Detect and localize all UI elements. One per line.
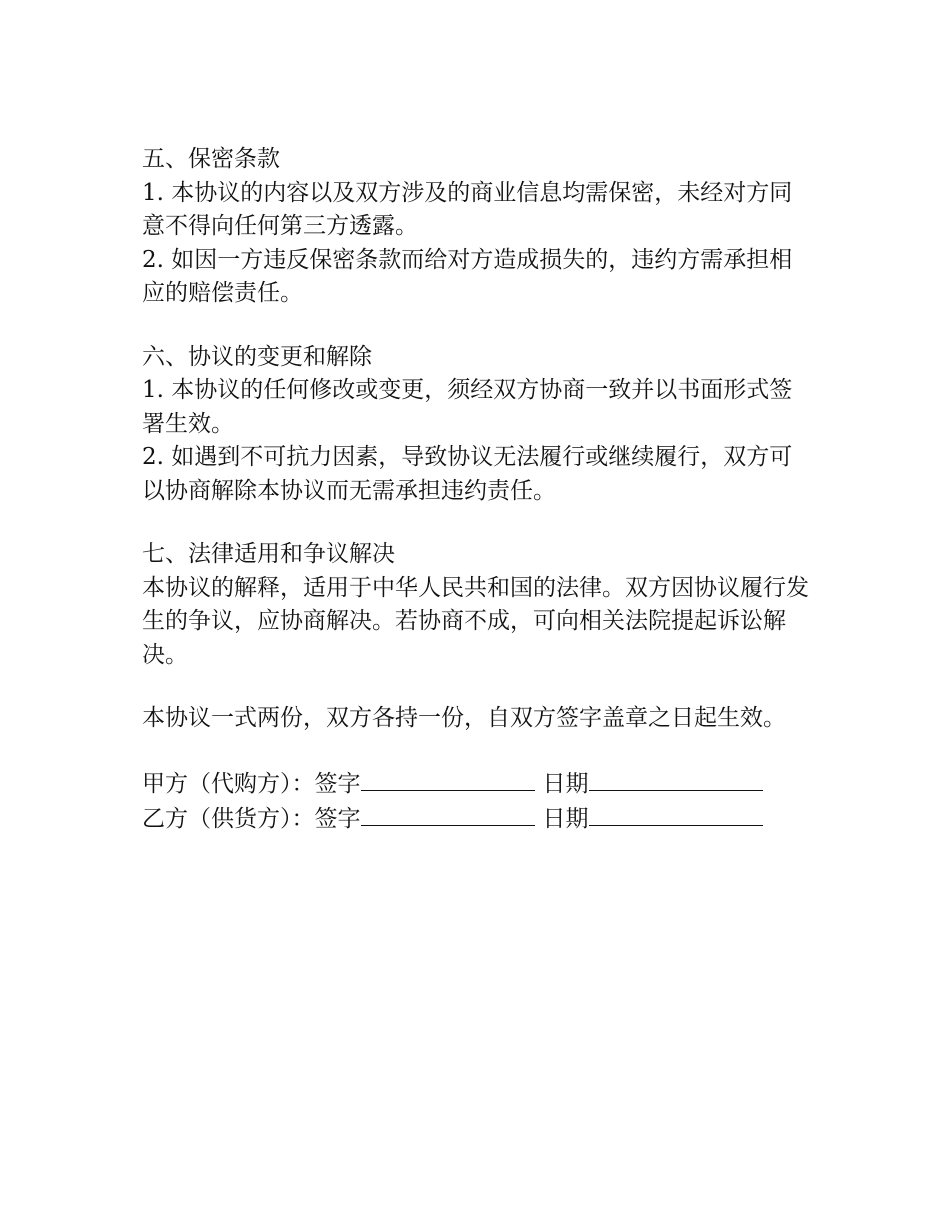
sign-blank[interactable]	[361, 801, 535, 826]
sign-blank[interactable]	[361, 766, 535, 791]
closing-paragraph: 本协议一式两份，双方各持一份，自双方签字盖章之日起生效。	[142, 705, 786, 731]
signature-block	[142, 766, 814, 837]
party-label: 甲方（代购方）：	[142, 770, 315, 797]
date-label: 日期	[542, 806, 589, 832]
section-confidentiality	[142, 143, 814, 311]
sign-label: 签字	[314, 806, 361, 832]
date-blank[interactable]	[589, 766, 763, 791]
date-blank[interactable]	[589, 801, 763, 826]
clause-paragraph: 1. 本协议的内容以及双方涉及的商业信息均需保密，未经对方同意不得向任何第三方透露。	[142, 179, 793, 239]
document-page	[142, 143, 814, 837]
section-amendment-termination	[142, 341, 814, 509]
signature-line-party-b	[142, 801, 814, 837]
section-governing-law	[142, 538, 814, 672]
clause-paragraph: 2. 如因一方违反保密条款而给对方造成损失的，违约方需承担相应的赔偿责任。	[142, 246, 793, 306]
clause-paragraph: 本协议的解释，适用于中华人民共和国的法律。双方因协议履行发生的争议，应协商解决。若协商不成，可向相关法院提起诉讼解决。	[142, 574, 809, 668]
section-heading: 五、保密条款	[142, 146, 280, 172]
party-label: 乙方（供货方）：	[142, 806, 315, 832]
clause-paragraph: 1. 本协议的任何修改或变更，须经双方协商一致并以书面形式签署生效。	[142, 377, 793, 437]
clause-paragraph: 2. 如遇到不可抗力因素，导致协议无法履行或继续履行，双方可以协商解除本协议而无需承担违约责任。	[142, 444, 793, 504]
section-heading: 六、协议的变更和解除	[142, 343, 372, 370]
closing-section	[142, 702, 814, 736]
sign-label: 签字	[314, 770, 361, 797]
date-label: 日期	[542, 770, 589, 797]
signature-line-party-a	[142, 766, 814, 802]
section-heading: 七、法律适用和争议解决	[142, 541, 395, 567]
